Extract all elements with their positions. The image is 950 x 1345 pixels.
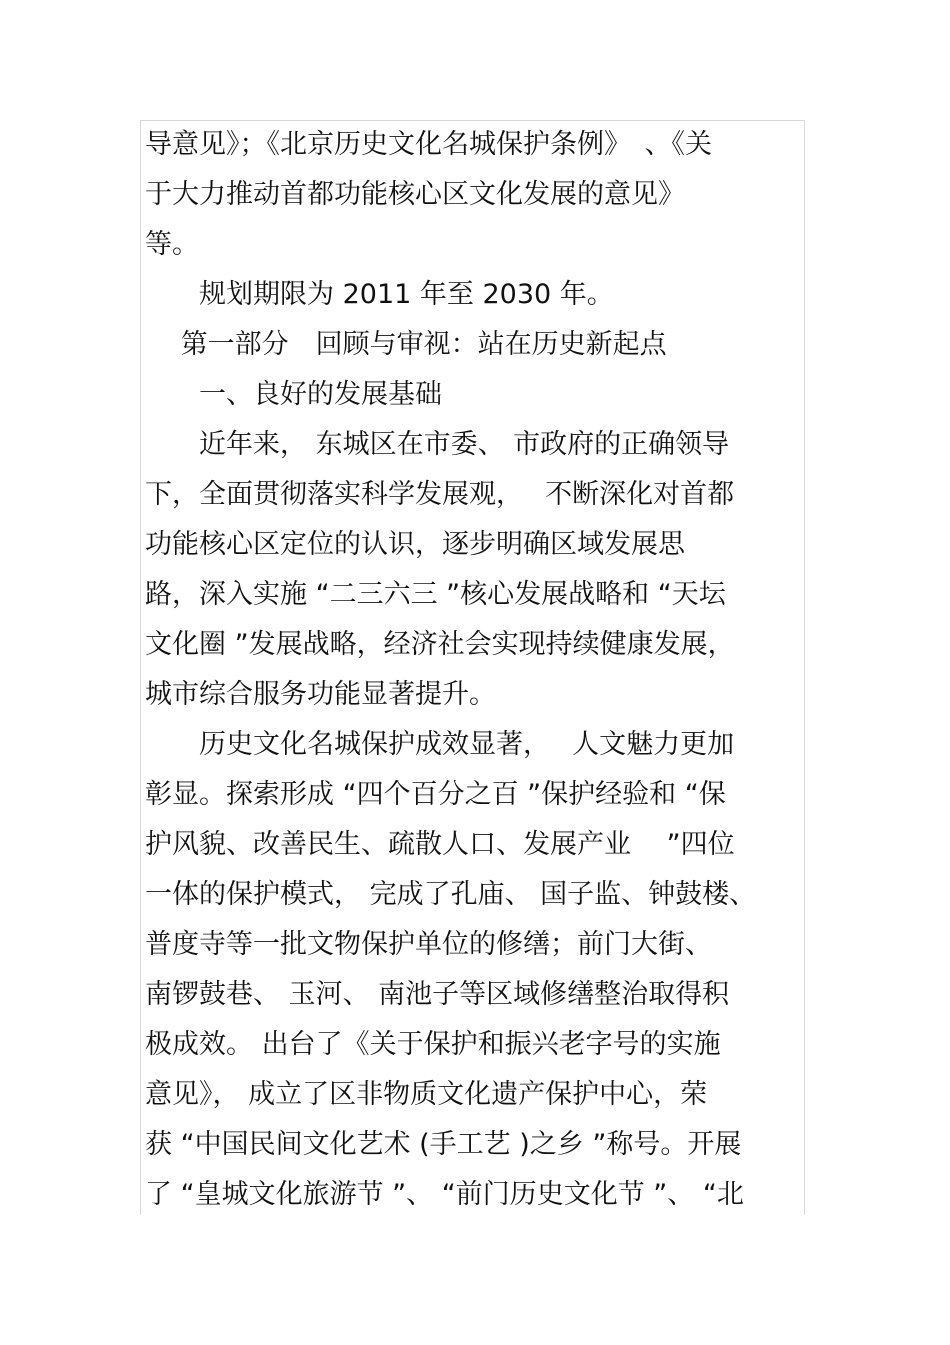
text-line: 下，全面贯彻落实科学发展观， 不断深化对首都: [145, 479, 735, 510]
text-line: 护风貌、改善民生、疏散人口、发展产业 ”四位: [145, 829, 735, 860]
text-line: 近年来， 东城区在市委、 市政府的正确领导: [145, 429, 730, 460]
text-line: 导意见》；《北京历史文化名城保护条例》 、《关: [145, 129, 712, 160]
section-heading: 第一部分 回顾与审视：站在历史新起点: [145, 329, 667, 360]
text-line: 路，深入实施 “二三六三 ”核心发展战略和 “天坛: [145, 579, 726, 610]
text-line: 规划期限为 2011 年至 2030 年。: [145, 279, 614, 310]
subsection-heading: 一、良好的发展基础: [145, 379, 442, 410]
text-line: 了 “皇城文化旅游节 ”、 “前门历史文化节 ”、 “北: [145, 1179, 744, 1210]
text-line: 极成效。 出台了《关于保护和振兴老字号的实施: [145, 1029, 721, 1060]
text-line: 南锣鼓巷、 玉河、 南池子等区域修缮整治取得积: [145, 979, 730, 1010]
text-line: 功能核心区定位的认识，逐步明确区域发展思: [145, 529, 685, 560]
text-line: 一体的保护模式， 完成了孔庙、 国子监、钟鼓楼、: [145, 879, 757, 910]
text-line: 普度寺等一批文物保护单位的修缮；前门大街、: [145, 929, 712, 960]
text-line: 彰显。探索形成 “四个百分之百 ”保护经验和 “保: [145, 779, 726, 810]
text-line: 等。: [145, 229, 199, 260]
text-line: 文化圈 ”发展战略，经济社会实现持续健康发展，: [145, 629, 735, 660]
text-line: 历史文化名城保护成效显著， 人文魅力更加: [145, 729, 735, 760]
text-line: 获 “中国民间文化艺术 (手工艺 )之乡 ”称号。开展: [145, 1129, 742, 1160]
text-line: 于大力推动首都功能核心区文化发展的意见》: [145, 179, 685, 210]
text-line: 意见》， 成立了区非物质文化遗产保护中心，荣: [145, 1079, 708, 1110]
text-line: 城市综合服务功能显著提升。: [145, 679, 496, 710]
